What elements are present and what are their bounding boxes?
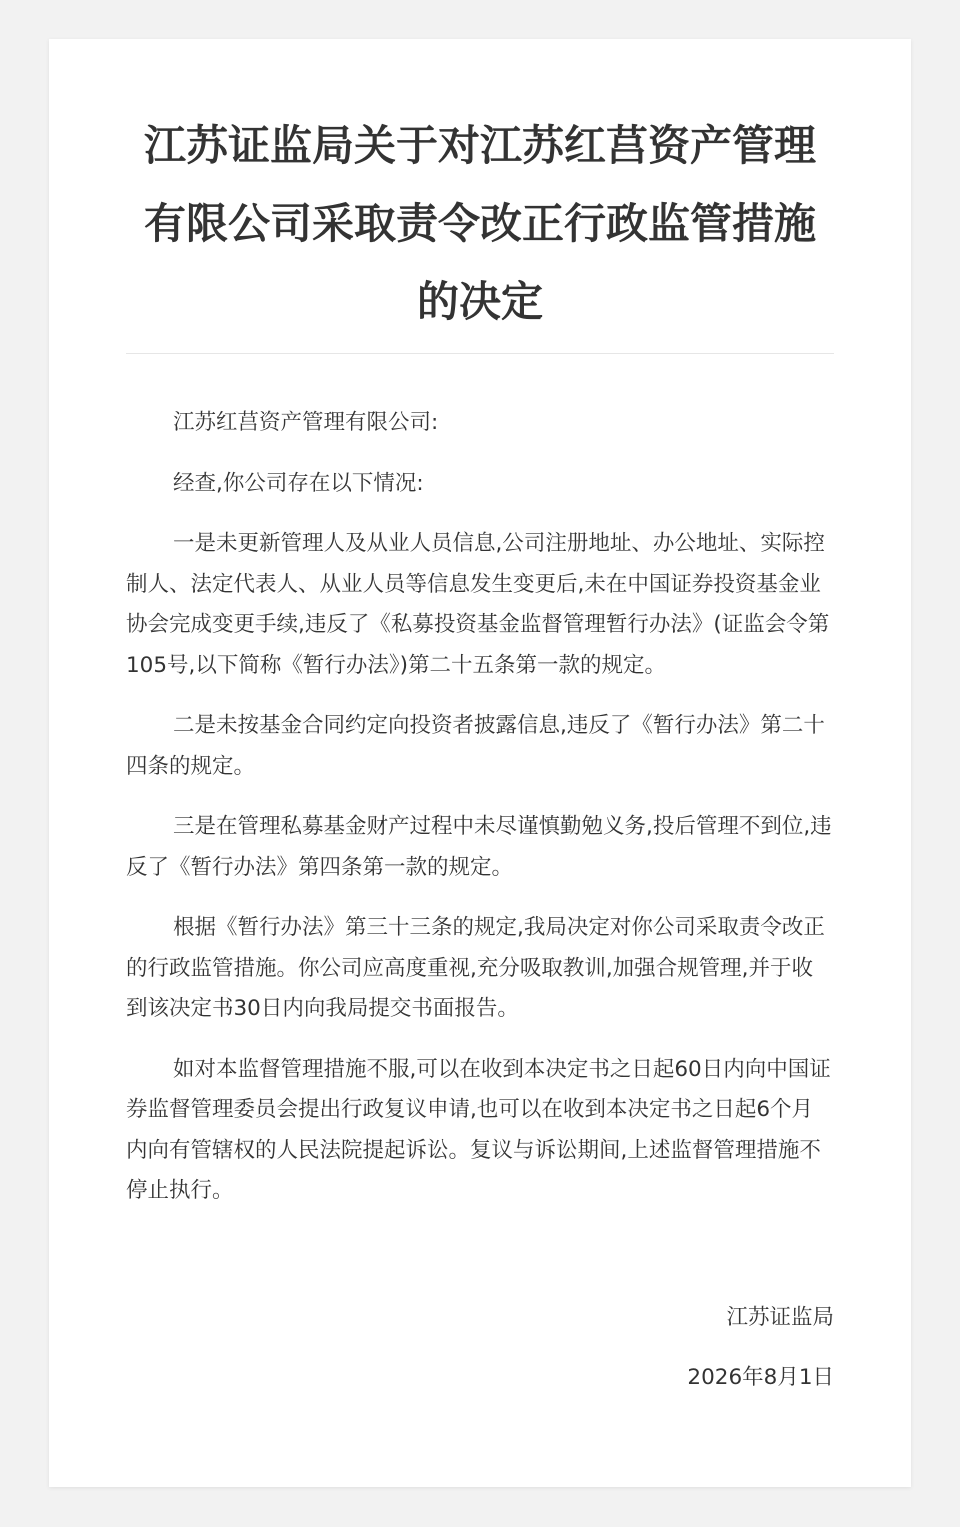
body-paragraph: 如对本监督管理措施不服,可以在收到本决定书之日起60日内向中国证券监督管理委员会提出行政复议申请,也可以在收到本决定书之日起6个月内向有管辖权的人民法院提起诉讼。复议与诉讼期间,上述监督管理措施不停止执行。 <box>126 1056 831 1203</box>
body-paragraph: 三是在管理私募基金财产过程中未尽谨慎勤勉义务,投后管理不到位,违反了《暂行办法》第四条第一款的规定。 <box>126 814 832 880</box>
body-paragraph: 经查,你公司存在以下情况: <box>173 470 424 496</box>
title-divider <box>126 353 834 354</box>
document-title: 江苏证监局关于对江苏红莒资产管理有限公司采取责令改正行政监管措施的决定 <box>143 121 816 326</box>
signature-block <box>687 1298 834 1398</box>
body-paragraph: 根据《暂行办法》第三十三条的规定,我局决定对你公司采取责令改正的行政监管措施。你公司应高度重视,充分吸取教训,加强合规管理,并于收到该决定书30日内向我局提交书面报告。 <box>126 915 825 1021</box>
body-paragraph: 二是未按基金合同约定向投资者披露信息,违反了《暂行办法》第二十四条的规定。 <box>126 713 825 779</box>
document-card <box>49 39 911 1487</box>
document-body <box>126 403 834 1232</box>
issuer-name: 江苏证监局 <box>726 1305 834 1330</box>
addressee: 江苏红莒资产管理有限公司: <box>173 410 439 435</box>
issue-date: 2026年8月1日 <box>687 1365 834 1390</box>
body-paragraph: 一是未更新管理人及从业人员信息,公司注册地址、办公地址、实际控制人、法定代表人、从业人员等信息发生变更后,未在中国证券投资基金业协会完成变更手续,违反了《私募投资基金监督管理暂行办法》(证监会令第105号,以下简称《暂行办法》)第二十五条第一款的规定。 <box>126 531 830 678</box>
